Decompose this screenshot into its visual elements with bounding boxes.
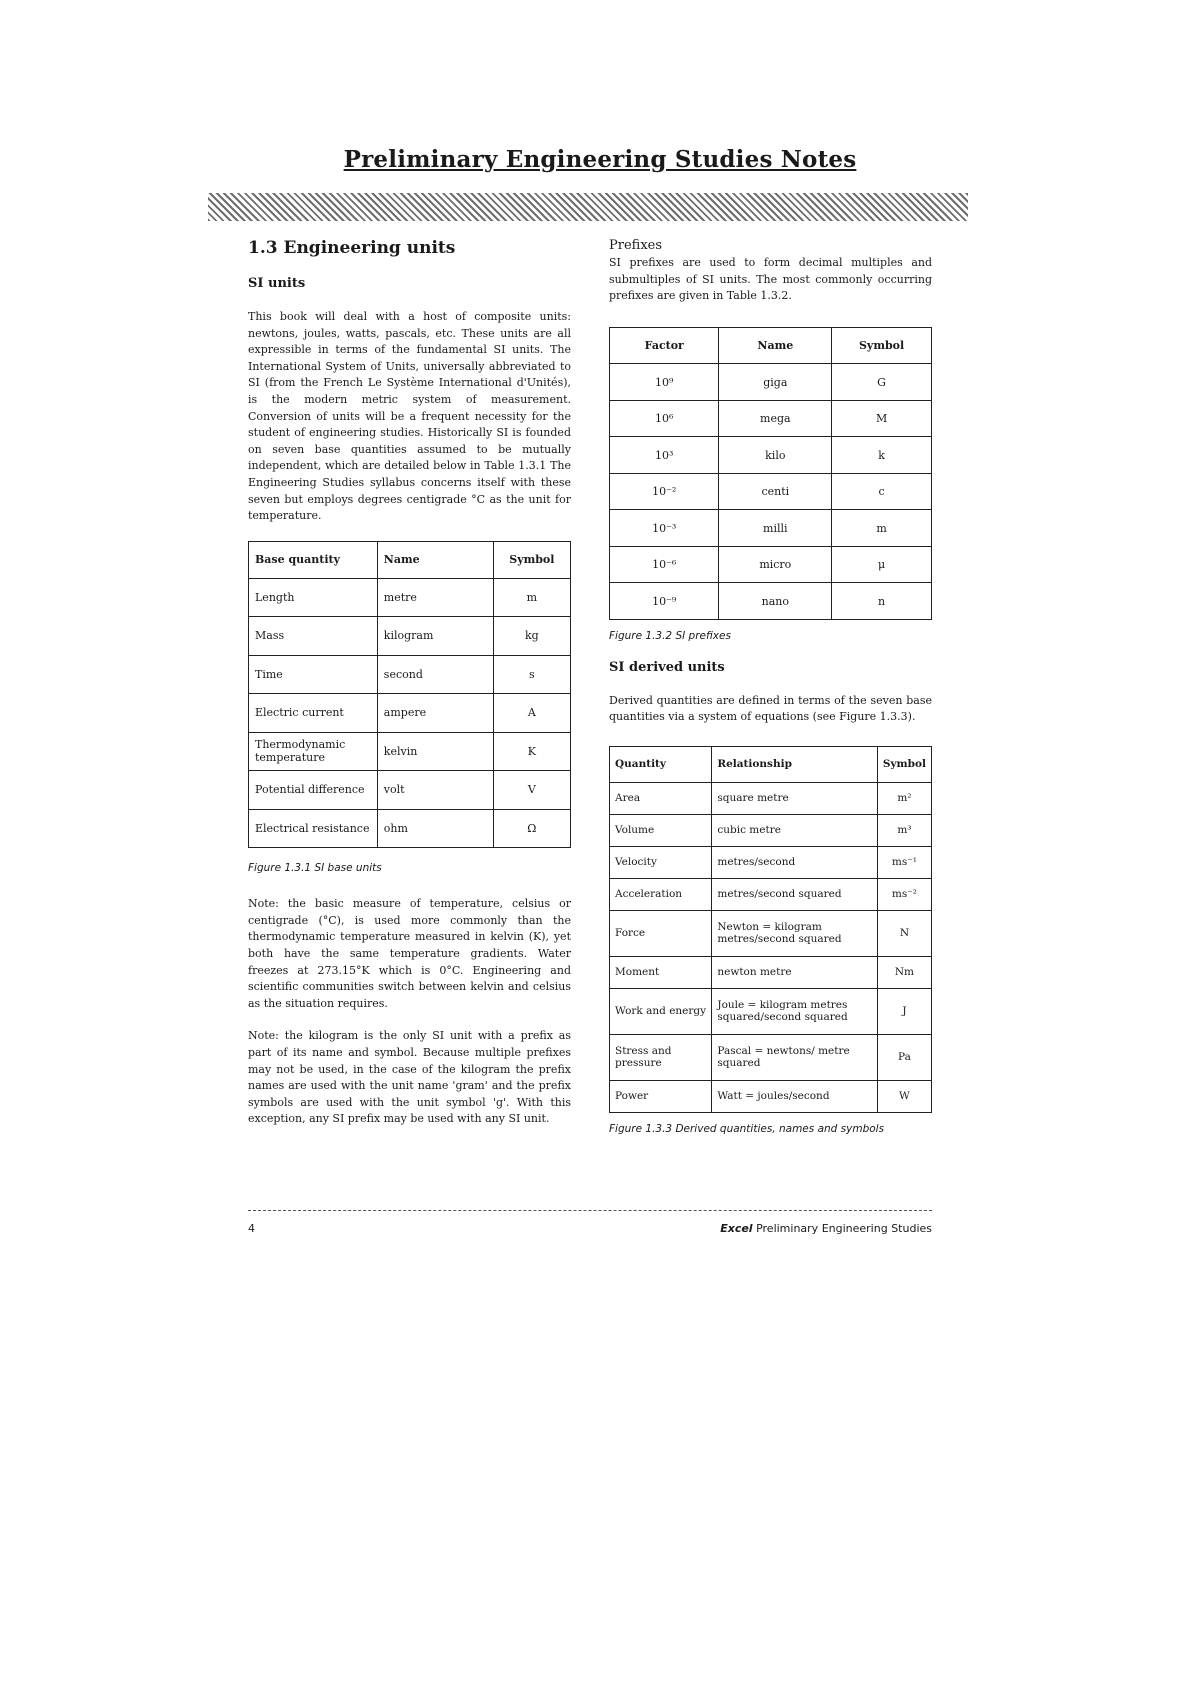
table-cell: Length <box>249 578 378 617</box>
table-cell: Force <box>610 910 712 956</box>
table-cell: m² <box>877 782 931 814</box>
table-cell: metre <box>377 578 493 617</box>
table-cell: 10⁻⁶ <box>610 546 719 583</box>
table-header-cell: Base quantity <box>249 541 378 578</box>
table-cell: Thermodynamic temperature <box>249 732 378 771</box>
table-cell: Moment <box>610 956 712 988</box>
table-row <box>249 732 571 771</box>
right-column <box>609 238 932 1157</box>
si-units-heading: SI units <box>248 276 306 291</box>
table-cell: giga <box>719 364 832 401</box>
table-cell: Stress and pressure <box>610 1034 712 1080</box>
intro-paragraph: This book will deal with a host of composite units: newtons, joules, watts, pascals, etc. These units are all expressible in terms of the fundamental SI units. The International System of Units, universally abbreviated to SI (from the French Le Système International d'Unités), is the modern metric system of measurement. Conversion of units will be a frequent necessity for the student of engineering studies. Historically SI is founded on seven base quantities assumed to be mutually independent, which are detailed below in Table 1.3.1 The Engineering Studies syllabus concerns itself with these seven but employs degrees centigrade °C as the unit for temperature. <box>248 310 571 523</box>
table-cell: N <box>877 910 931 956</box>
figure-caption: Figure 1.3.3 Derived quantities, names and symbols <box>609 1122 885 1135</box>
table-row <box>610 473 932 510</box>
decorative-banner <box>208 193 968 221</box>
table-cell: V <box>493 771 570 810</box>
table-row <box>610 1034 932 1080</box>
table-cell: m <box>493 578 570 617</box>
table-cell: Velocity <box>610 846 712 878</box>
table-cell: m³ <box>877 814 931 846</box>
table-header-cell: Relationship <box>712 746 878 782</box>
table-cell: second <box>377 655 493 694</box>
table-cell: J <box>877 988 931 1034</box>
table-cell: kilogram <box>377 617 493 656</box>
table-cell: metres/second squared <box>712 878 878 910</box>
table-cell: kilo <box>719 437 832 474</box>
table-cell: G <box>832 364 932 401</box>
table-row <box>249 655 571 694</box>
figure-caption: Figure 1.3.1 SI base units <box>248 862 382 875</box>
footer-publisher: Excel <box>720 1222 753 1235</box>
table-cell: Work and energy <box>610 988 712 1034</box>
table-row <box>610 878 932 910</box>
table-cell: Newton = kilogram metres/second squared <box>712 910 878 956</box>
left-column <box>248 238 571 1144</box>
table-cell: kelvin <box>377 732 493 771</box>
table-cell: Electrical resistance <box>249 809 378 848</box>
table-header-row <box>610 746 932 782</box>
table-header-cell: Name <box>377 541 493 578</box>
table-cell: Mass <box>249 617 378 656</box>
table-cell: Power <box>610 1080 712 1112</box>
derived-units-heading: SI derived units <box>609 659 725 675</box>
table-row <box>249 578 571 617</box>
table-cell: volt <box>377 771 493 810</box>
table-cell: k <box>832 437 932 474</box>
table-row <box>610 510 932 547</box>
table-row <box>249 809 571 848</box>
table-row <box>249 694 571 733</box>
table-cell: Time <box>249 655 378 694</box>
table-header-cell: Symbol <box>493 541 570 578</box>
table-cell: ms⁻¹ <box>877 846 931 878</box>
table-cell: mega <box>719 400 832 437</box>
page-header-title: Preliminary Engineering Studies Notes <box>343 146 857 173</box>
table-row <box>610 437 932 474</box>
table-cell: square metre <box>712 782 878 814</box>
table-cell: W <box>877 1080 931 1112</box>
figure-caption: Figure 1.3.2 SI prefixes <box>609 629 731 642</box>
table-row <box>610 583 932 620</box>
table-cell: newton metre <box>712 956 878 988</box>
table-row <box>610 814 932 846</box>
table-row <box>610 956 932 988</box>
page-number: 4 <box>248 1222 255 1235</box>
table-cell: 10⁻⁹ <box>610 583 719 620</box>
table-cell: metres/second <box>712 846 878 878</box>
table-row <box>249 771 571 810</box>
table-cell: Pascal = newtons/ metre squared <box>712 1034 878 1080</box>
table-row <box>610 546 932 583</box>
derived-paragraph: Derived quantities are defined in terms of the seven base quantities via a system of equations (see Figure 1.3.3). <box>609 693 932 724</box>
table-header-row <box>610 327 932 364</box>
table-row <box>610 782 932 814</box>
table-header-cell: Symbol <box>877 746 931 782</box>
table-cell: m <box>832 510 932 547</box>
footer-title-text: Preliminary Engineering Studies <box>756 1222 932 1235</box>
table-header-cell: Name <box>719 327 832 364</box>
table-cell: 10³ <box>610 437 719 474</box>
table-cell: c <box>832 473 932 510</box>
table-cell: Electric current <box>249 694 378 733</box>
footer-divider <box>248 1210 932 1211</box>
note-paragraph: Note: the basic measure of temperature, celsius or centigrade (°C), is used more commonly than the thermodynamic temperature measured in kelvin (K), yet both have the same temperature gradients. Water freezes at 273.15°K which is 0°C. Engineering and scientific communities switch between kelvin and celsius as the situation requires. <box>248 897 571 1010</box>
table-cell: ampere <box>377 694 493 733</box>
note-paragraph: Note: the kilogram is the only SI unit with a prefix as part of its name and symbol. Because multiple prefixes may not be used, in the case of the kilogram the prefix names are used with the unit name 'gram' and the prefix symbols are used with the unit symbol 'g'. With this exception, any SI prefix may be used with any SI unit. <box>248 1029 571 1126</box>
table-cell: Nm <box>877 956 931 988</box>
prefixes-heading: Prefixes <box>609 238 663 253</box>
table-cell: Pa <box>877 1034 931 1080</box>
table-cell: 10⁻³ <box>610 510 719 547</box>
si-prefixes-table <box>609 327 932 620</box>
table-cell: ohm <box>377 809 493 848</box>
table-cell: nano <box>719 583 832 620</box>
table-header-row <box>249 541 571 578</box>
table-cell: Acceleration <box>610 878 712 910</box>
table-cell: milli <box>719 510 832 547</box>
table-cell: Ω <box>493 809 570 848</box>
table-row <box>610 846 932 878</box>
table-row <box>610 364 932 401</box>
table-header-cell: Symbol <box>832 327 932 364</box>
table-cell: micro <box>719 546 832 583</box>
table-cell: Potential difference <box>249 771 378 810</box>
table-cell: Volume <box>610 814 712 846</box>
table-row <box>610 988 932 1034</box>
table-cell: centi <box>719 473 832 510</box>
table-cell: Watt = joules/second <box>712 1080 878 1112</box>
si-derived-units-table <box>609 746 932 1113</box>
table-cell: n <box>832 583 932 620</box>
si-base-units-table <box>248 541 571 849</box>
table-row <box>610 910 932 956</box>
table-cell: A <box>493 694 570 733</box>
table-row <box>249 617 571 656</box>
table-cell: 10⁶ <box>610 400 719 437</box>
table-cell: K <box>493 732 570 771</box>
table-cell: μ <box>832 546 932 583</box>
table-cell: 10⁻² <box>610 473 719 510</box>
table-cell: ms⁻² <box>877 878 931 910</box>
table-cell: M <box>832 400 932 437</box>
table-row <box>610 1080 932 1112</box>
table-cell: s <box>493 655 570 694</box>
prefixes-paragraph: SI prefixes are used to form decimal multiples and submultiples of SI units. The most commonly occurring prefixes are given in Table 1.3.2. <box>609 256 932 303</box>
table-cell: cubic metre <box>712 814 878 846</box>
section-title: 1.3 Engineering units <box>248 238 456 258</box>
table-header-cell: Factor <box>610 327 719 364</box>
table-cell: Joule = kilogram metres squared/second squared <box>712 988 878 1034</box>
table-header-cell: Quantity <box>610 746 712 782</box>
table-cell: Area <box>610 782 712 814</box>
table-cell: kg <box>493 617 570 656</box>
footer-book-title <box>720 1222 932 1235</box>
table-cell: 10⁹ <box>610 364 719 401</box>
table-row <box>610 400 932 437</box>
